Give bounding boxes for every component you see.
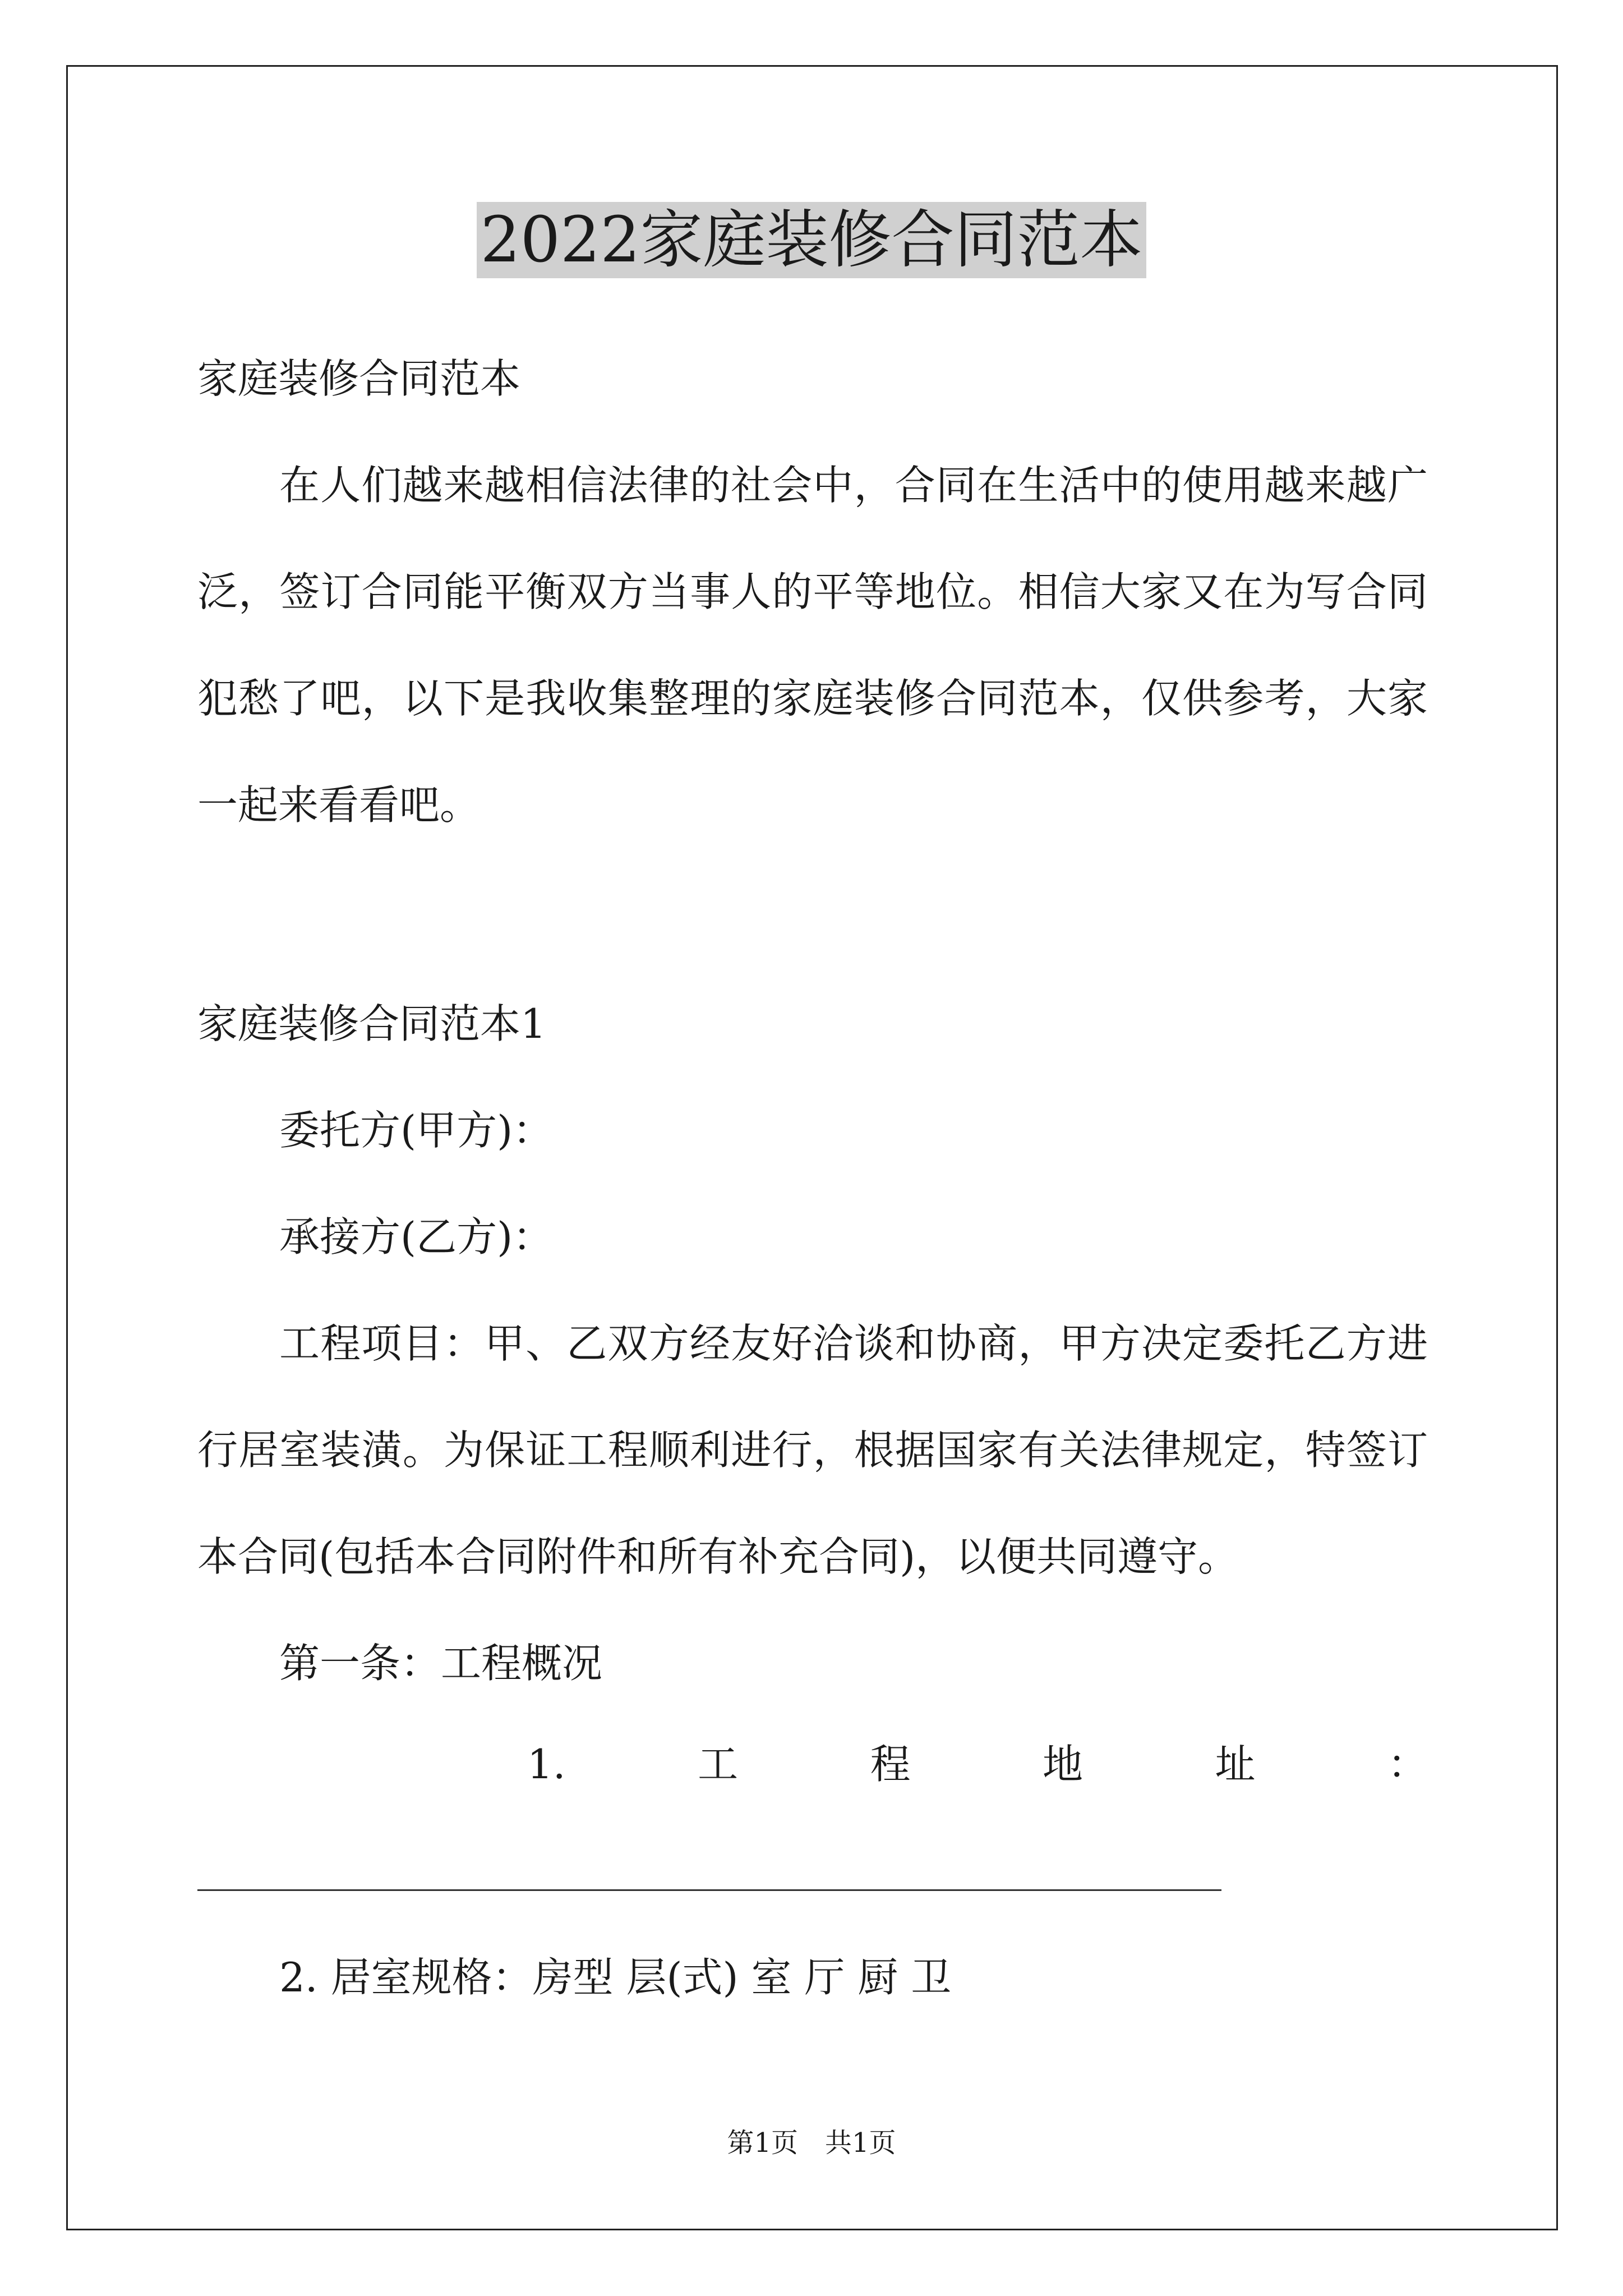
page-footer: 第1页 共1页: [727, 2127, 896, 2159]
subtitle: 家庭装修合同范本: [197, 355, 521, 402]
document-title: 2022家庭装修合同范本: [477, 202, 1146, 278]
item-one-char-4: 址: [1215, 1741, 1256, 1788]
address-fill-line: [197, 1889, 1221, 1891]
project-line-1: 工程项目：甲、乙双方经友好洽谈和协商，甲方决定委托乙方进: [279, 1320, 1428, 1367]
party-a-label: 委托方(甲方)：: [279, 1107, 554, 1154]
project-line-3: 本合同(包括本合同附件和所有补充合同)，以便共同遵守。: [197, 1533, 1239, 1580]
item-one-char-2: 程: [870, 1741, 911, 1788]
article-one-heading: 第一条：工程概况: [279, 1640, 603, 1687]
intro-line-1: 在人们越来越相信法律的社会中，合同在生活中的使用越来越广: [279, 462, 1428, 509]
item-one-colon: ：: [1387, 1741, 1428, 1788]
section-title: 家庭装修合同范本1: [197, 1000, 546, 1047]
intro-line-2: 泛，签订合同能平衡双方当事人的平等地位。相信大家又在为写合同: [197, 568, 1428, 615]
item-one-address-row: [527, 1739, 1428, 1789]
item-one-number: 1.: [527, 1741, 566, 1788]
intro-line-3: 犯愁了吧，以下是我收集整理的家庭装修合同范本，仅供参考，大家: [197, 675, 1428, 722]
party-b-label: 承接方(乙方)：: [279, 1213, 554, 1260]
item-one-char-1: 工: [698, 1741, 739, 1788]
project-line-2: 行居室装潢。为保证工程顺利进行，根据国家有关法律规定，特签订: [197, 1427, 1428, 1474]
title-container: [0, 202, 1623, 278]
item-two-room-spec: 2. 居室规格：房型 层(式) 室 厅 厨 卫: [279, 1954, 952, 2001]
intro-line-4: 一起来看看吧。: [197, 781, 481, 829]
item-one-char-3: 地: [1043, 1741, 1083, 1788]
